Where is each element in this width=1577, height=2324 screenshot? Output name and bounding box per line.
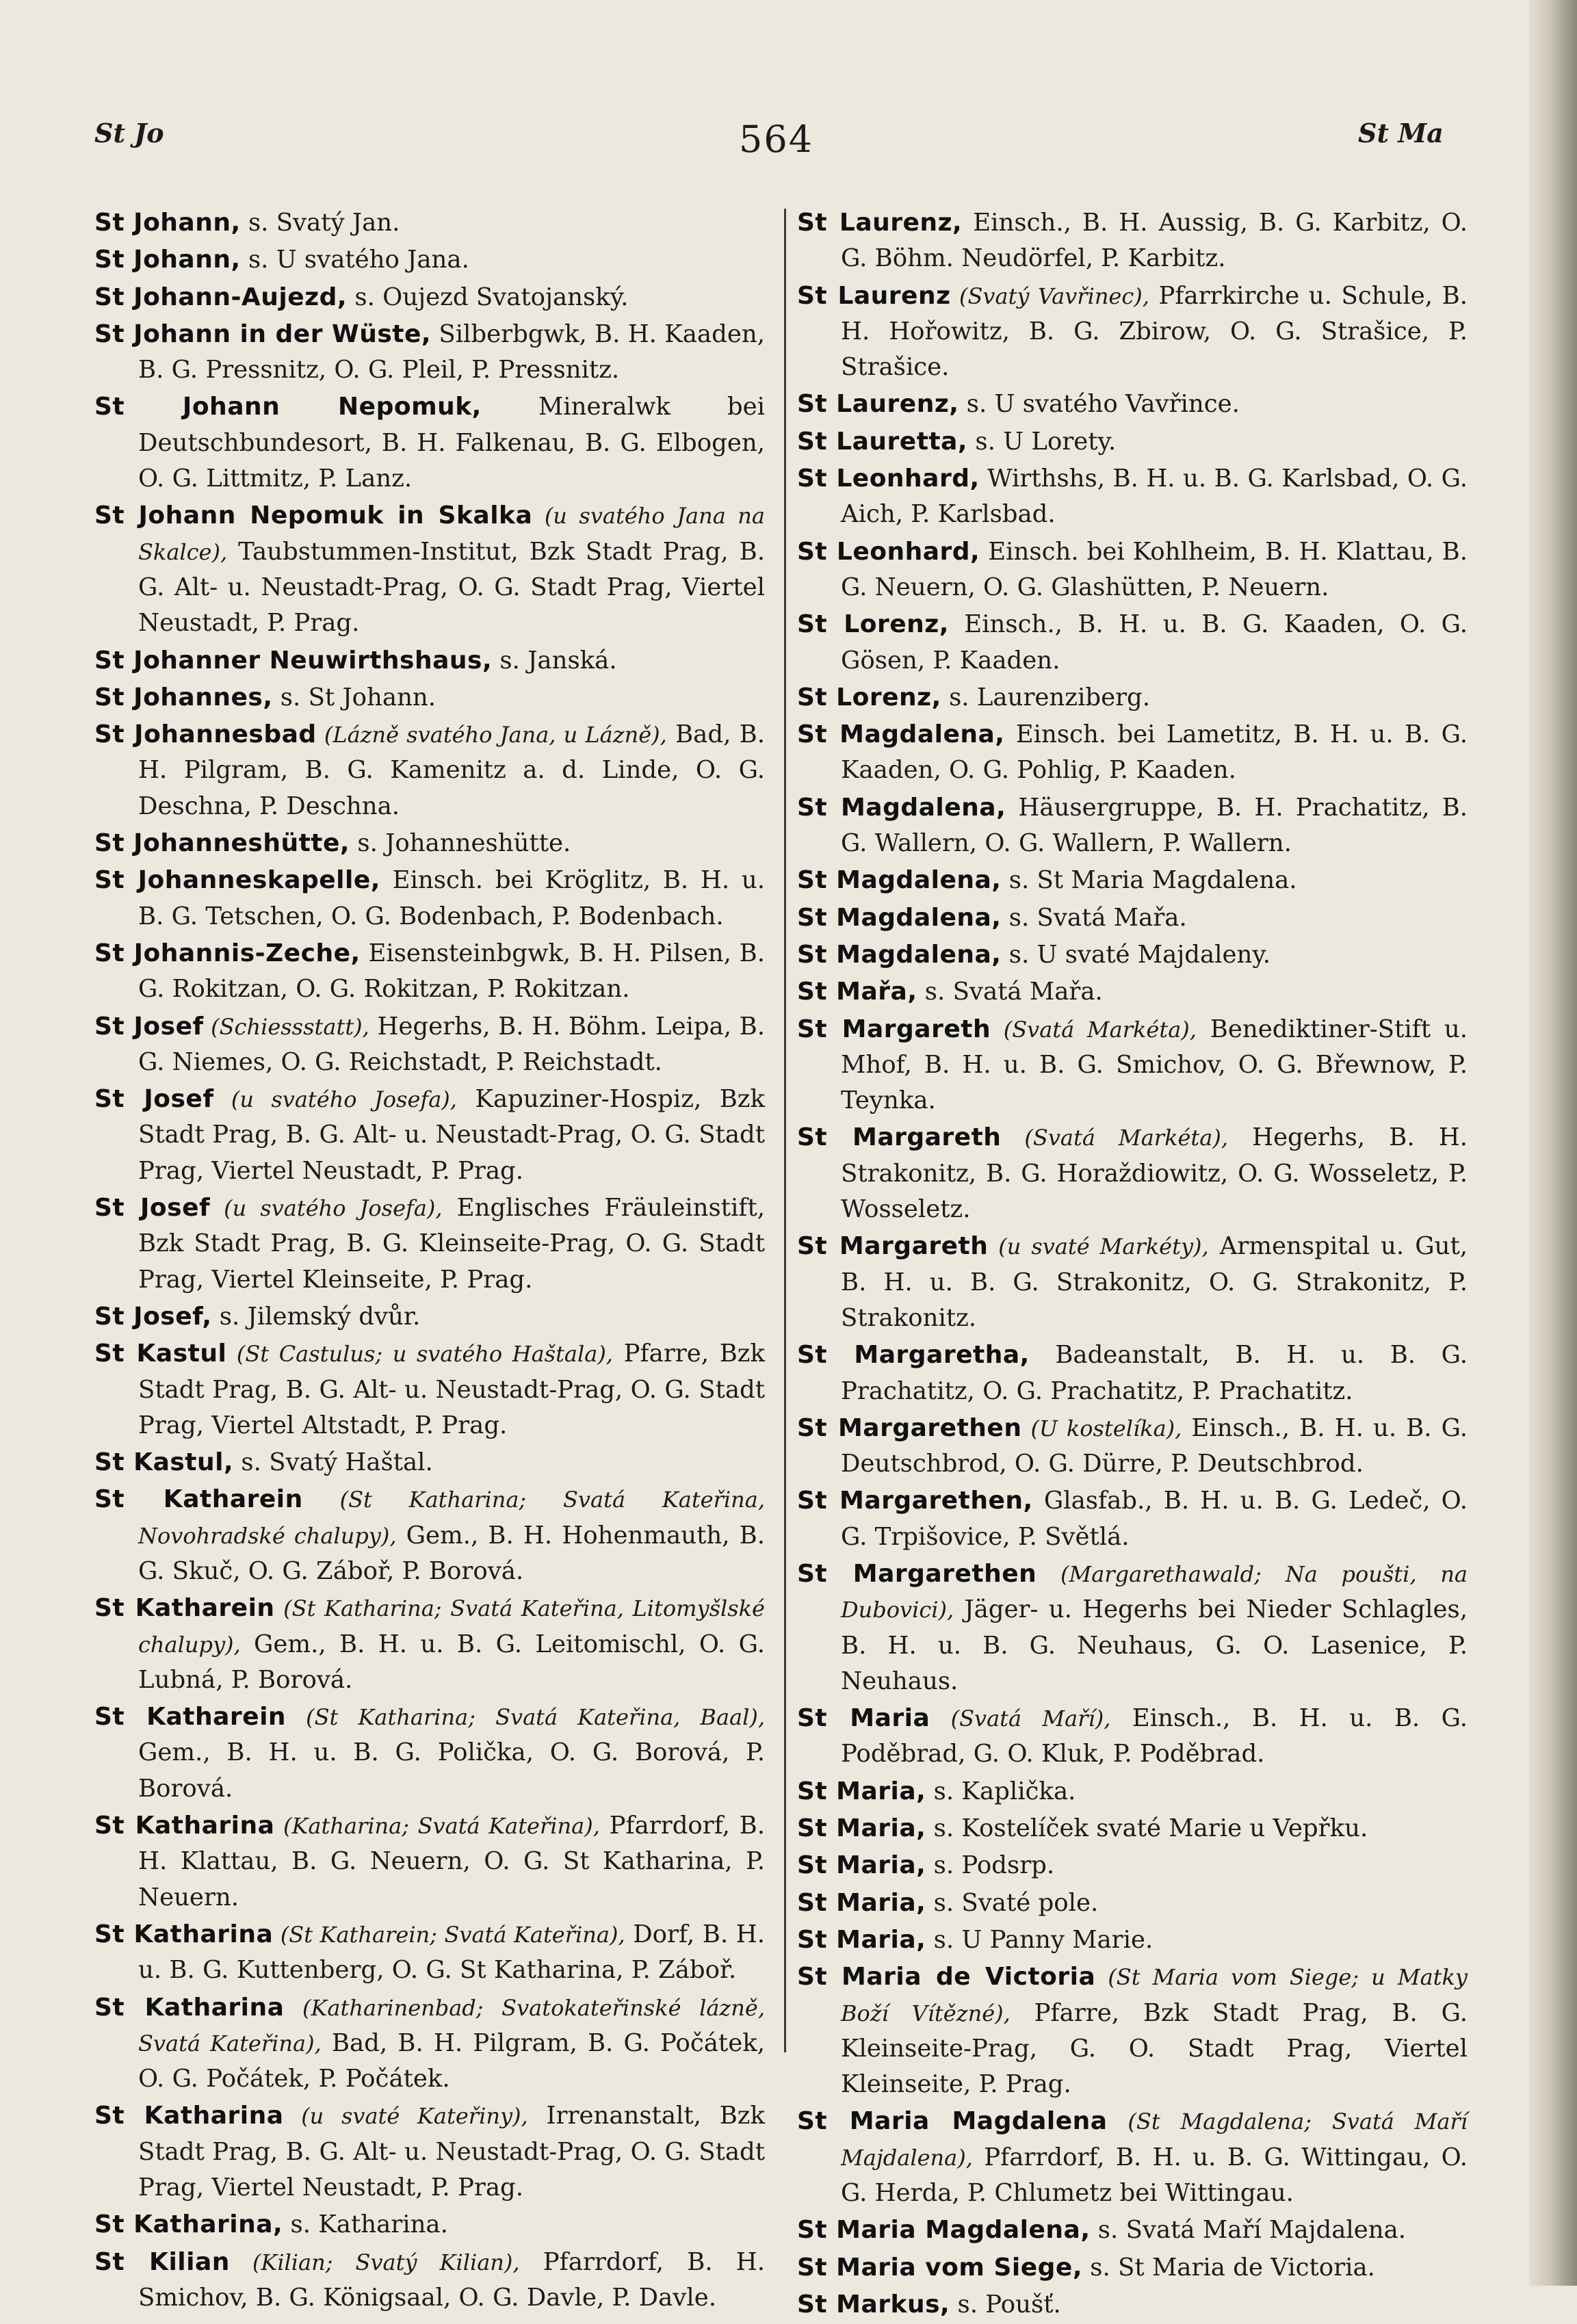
gazetteer-entry <box>797 607 1468 679</box>
entry-headword: St Lauretta, <box>797 427 968 456</box>
gazetteer-entry <box>94 2207 765 2243</box>
gazetteer-entry <box>94 1917 765 1989</box>
entry-alt-names: (Svatá Markéta), <box>991 1016 1197 1043</box>
entry-alt-names: (u svatého Josefa), <box>213 1086 457 1113</box>
entry-headword: St Johannesbad <box>94 720 317 749</box>
gazetteer-entry <box>94 680 765 716</box>
gazetteer-entry <box>797 2104 1468 2211</box>
gazetteer-entry <box>94 936 765 1008</box>
gazetteer-entry <box>797 205 1468 277</box>
entry-details: s. Kaplička. <box>926 1777 1076 1805</box>
entry-details: s. Svatá Mařa. <box>917 978 1103 1006</box>
entry-details: s. Svatý Haštal. <box>233 1448 433 1477</box>
entry-details: s. Oujezd Svatojanský. <box>347 283 629 311</box>
entry-headword: St Margareth <box>797 1123 1002 1152</box>
running-head-right: St Ma <box>1358 118 1444 148</box>
entry-details: Glasfab., B. H. u. B. G. Ledeč, O. G. Trpišovice, P. Světlá. <box>841 1487 1468 1551</box>
entry-alt-names: (u svaté Kateřiny), <box>283 2103 528 2130</box>
entry-headword: St Katharina <box>94 2102 284 2130</box>
entry-headword: St Johann Nepomuk in Skalka <box>94 501 533 530</box>
entry-details: s. Kostelíček svaté Marie u Vepřku. <box>926 1814 1368 1843</box>
gazetteer-entry <box>797 680 1468 716</box>
entry-headword: St Margarethen <box>797 1413 1022 1442</box>
entry-details: Pfarrdorf, B. H. u. B. G. Wittingau, O. G. Herda, P. Chlumetz bei Wittingau. <box>841 2143 1468 2208</box>
entry-headword: St Leonhard, <box>797 537 980 566</box>
entry-headword: St Maria, <box>797 1851 926 1880</box>
entry-details: s. Janská. <box>492 646 617 675</box>
gazetteer-entry <box>797 1229 1468 1336</box>
entry-details: Mineralwk bei Deutschbundesort, B. H. Falkenau, B. G. Elbogen, O. G. Littmitz, P. Lanz. <box>138 393 765 493</box>
entry-alt-names: (Schiessstatt), <box>203 1013 369 1040</box>
entry-details: s. Laurenziberg. <box>941 683 1151 711</box>
entry-details: Einsch., B. H. u. B. G. Kaaden, O. G. Gösen, P. Kaaden. <box>841 610 1468 675</box>
entry-headword: St Katharina <box>94 1920 274 1948</box>
entry-details: s. Svaté pole. <box>926 1888 1099 1917</box>
entry-alt-names: (St Katharina; Svatá Kateřina, Litomyšlské chalupy), <box>138 1595 765 1658</box>
gazetteer-entry <box>797 1120 1468 1227</box>
gazetteer-entry <box>797 424 1468 460</box>
gazetteer-entry <box>94 242 765 278</box>
entry-headword: St Leonhard, <box>797 465 980 493</box>
entry-details: Dorf, B. H. u. B. G. Kuttenberg, O. G. St Katharina, P. Záboř. <box>138 1920 765 1985</box>
gazetteer-entry <box>94 1990 765 2098</box>
entry-details: Einsch. bei Lametitz, B. H. u. B. G. Kaaden, O. G. Pohlig, P. Kaaden. <box>841 720 1468 785</box>
entry-headword: St Katharein <box>94 1594 275 1623</box>
entry-headword: St Maria, <box>797 1888 926 1917</box>
entry-headword: St Maria, <box>797 1777 926 1805</box>
entry-details: Eisensteinbgwk, B. H. Pilsen, B. G. Rokitzan, O. G. Rokitzan, P. Rokitzan. <box>138 939 766 1004</box>
gazetteer-entry <box>94 498 765 641</box>
entry-details: Einsch., B. H. u. B. G. Deutschbrod, O. G. Dürre, P. Deutschbrod. <box>841 1413 1468 1478</box>
gazetteer-entry <box>94 205 765 241</box>
gazetteer-entry <box>94 1082 765 1189</box>
entry-headword: St Mařa, <box>797 978 917 1006</box>
entry-headword: St Maria <box>797 1704 930 1733</box>
entry-headword: St Johannis-Zeche, <box>94 939 361 967</box>
entry-headword: St Maria, <box>797 1925 926 1954</box>
entry-details: Hegerhs, B. H. Strakonitz, B. G. Horaždiowitz, O. G. Wosseletz, P. Wosseletz. <box>841 1123 1468 1224</box>
gazetteer-entry <box>797 278 1468 386</box>
entry-details: Pfarrdorf, B. H. Smichov, B. G. Königsaal, O. G. Davle, P. Davle. <box>138 2247 766 2312</box>
entry-details: Irrenanstalt, Bzk Stadt Prag, B. G. Alt- u. Neustadt-Prag, O. G. Stadt Prag, Viertel Neustadt, P. Prag. <box>138 2102 765 2202</box>
gazetteer-entry <box>797 2287 1468 2323</box>
entry-details: Taubstummen-Institut, Bzk Stadt Prag, B. G. Alt- u. Neustadt-Prag, O. G. Stadt Prag, Viertel Neustadt, P. Prag. <box>138 537 765 638</box>
gazetteer-entry <box>797 790 1468 862</box>
entry-headword: St Margarethen <box>797 1559 1037 1588</box>
entry-alt-names: (Kilian; Svatý Kilian), <box>229 2249 520 2275</box>
entry-details: Badeanstalt, B. H. u. B. G. Prachatitz, O. G. Prachatitz, P. Prachatitz. <box>841 1341 1468 1405</box>
entry-details: s. St Johann. <box>272 683 436 711</box>
gazetteer-entry <box>94 863 765 935</box>
gazetteer-entry <box>797 1337 1468 1409</box>
entry-headword: St Margarethen, <box>797 1487 1033 1515</box>
entry-headword: St Josef <box>94 1085 214 1114</box>
entry-details: Pfarre, Bzk Stadt Prag, B. G. Kleinseite-Prag, G. O. Stadt Prag, Viertel Kleinseite, P. Prag. <box>841 1998 1468 2099</box>
entry-alt-names: (Katharinenbad; Svatokateřinské lázně, Svatá Kateřina), <box>138 1994 765 2057</box>
entry-details: Einsch., B. H. Aussig, B. G. Karbitz, O. G. Böhm. Neudörfel, P. Karbitz. <box>841 209 1468 273</box>
entry-details: s. U Lorety. <box>967 427 1117 456</box>
entry-details: Benediktiner-Stift u. Mhof, B. H. u. B. G. Smichov, O. G. Břewnow, P. Teynka. <box>841 1015 1468 1115</box>
gazetteer-entry <box>797 1012 1468 1119</box>
entry-headword: St Magdalena, <box>797 940 1002 969</box>
entry-details: Jäger- u. Hegerhs bei Nieder Schlagles, B. H. u. B. G. Neuhaus, G. O. Lasenice, P. Neuhaus. <box>841 1595 1468 1695</box>
gazetteer-entry <box>797 461 1468 533</box>
gazetteer-entry <box>94 717 765 824</box>
entry-details: s. Svatá Mařa. <box>1001 903 1187 932</box>
entry-headword: St Maria de Victoria <box>797 1963 1096 1992</box>
entry-headword: St Johann, <box>94 246 241 274</box>
entry-details: s. U Panny Marie. <box>926 1925 1154 1954</box>
gazetteer-entry <box>797 1811 1468 1846</box>
gazetteer-entry <box>797 2212 1468 2248</box>
entry-headword: St Katharina, <box>94 2210 283 2239</box>
entry-details: Gem., B. H. u. B. G. Polička, O. G. Borová, P. Borová. <box>138 1738 765 1803</box>
entry-headword: St Margareth <box>797 1232 989 1261</box>
entry-details: Pfarre, Bzk Stadt Prag, B. G. Alt- u. Neustadt-Prag, O. G. Stadt Prag, Viertel Altstadt, P. Prag. <box>138 1340 766 1439</box>
entry-headword: St Johann, <box>94 209 241 237</box>
entry-headword: St Johanneshütte, <box>94 829 350 858</box>
entry-details: s. U svatého Vavřince. <box>959 390 1240 419</box>
entry-details: s. U svaté Majdaleny. <box>1001 940 1271 969</box>
entry-details: Pfarrkirche u. Schule, B. H. Hořowitz, B. G. Zbirow, O. G. Strašice, P. Strašice. <box>841 281 1468 382</box>
running-head-left: St Jo <box>94 118 164 148</box>
entry-headword: St Margareth <box>797 1015 991 1043</box>
gazetteer-entry <box>94 317 765 389</box>
entry-headword: St Katharina <box>94 1993 285 2022</box>
gazetteer-entry <box>797 534 1468 606</box>
gazetteer-entry <box>94 826 765 861</box>
entry-details: Gem., B. H. Hohenmauth, B. G. Skuč, O. G. Záboř, P. Borová. <box>138 1521 765 1585</box>
entry-headword: St Magdalena, <box>797 903 1002 932</box>
entry-details: s. Jilemský dvůr. <box>211 1302 421 1331</box>
entry-headword: St Markus, <box>797 2290 950 2319</box>
gazetteer-entry <box>797 1556 1468 1699</box>
entry-headword: St Laurenz <box>797 281 951 310</box>
entry-alt-names: (u svatého Josefa), <box>210 1195 443 1222</box>
entry-headword: St Maria, <box>797 1814 926 1843</box>
gazetteer-entry <box>94 1445 765 1480</box>
entry-alt-names: (Lázně svatého Jana, u Lázně), <box>316 722 667 748</box>
gazetteer-entry <box>797 974 1468 1010</box>
gazetteer-entry <box>94 1808 765 1916</box>
gazetteer-entry <box>94 1699 765 1807</box>
entry-headword: St Magdalena, <box>797 720 1005 749</box>
entry-details: Einsch., B. H. u. B. G. Poděbrad, G. O. Kluk, P. Poděbrad. <box>841 1704 1468 1768</box>
entry-headword: St Johanner Neuwirthshaus, <box>94 646 493 675</box>
entry-headword: St Johanneskapelle, <box>94 866 380 895</box>
entry-details: Englisches Fräuleinstift, Bzk Stadt Prag, B. G. Kleinseite-Prag, O. G. Stadt Prag, Viertel Kleinseite, P. Prag. <box>138 1194 765 1294</box>
gazetteer-entry <box>94 2098 765 2206</box>
entry-details: Einsch. bei Kröglitz, B. H. u. B. G. Tetschen, O. G. Bodenbach, P. Bodenbach. <box>138 866 765 930</box>
gazetteer-entry <box>94 389 765 497</box>
entry-alt-names: (St Maria vom Siege; u Matky Boží Vítězné), <box>841 1964 1468 2026</box>
gazetteer-entry <box>797 1885 1468 1921</box>
entry-headword: St Laurenz, <box>797 390 959 419</box>
right-column <box>797 205 1468 2324</box>
entry-details: s. Podsrp. <box>926 1851 1055 1880</box>
entry-headword: St Maria vom Siege, <box>797 2253 1082 2282</box>
gazetteer-entry <box>94 1009 765 1081</box>
entry-details: Häusergruppe, B. H. Prachatitz, B. G. Wallern, O. G. Wallern, P. Wallern. <box>841 793 1468 858</box>
entry-headword: St Josef <box>94 1012 204 1041</box>
entry-details: s. St Maria Magdalena. <box>1001 866 1297 895</box>
entry-details: Armenspital u. Gut, B. H. u. B. G. Strakonitz, O. G. Strakonitz, P. Strakonitz. <box>841 1232 1468 1332</box>
entry-alt-names: (St Katharina; Svatá Kateřina, Baal), <box>286 1704 765 1731</box>
entry-headword: St Katharina <box>94 1812 275 1840</box>
entry-headword: St Lorenz, <box>797 683 941 711</box>
page-number: 564 <box>739 118 814 161</box>
entry-headword: St Johann-Aujezd, <box>94 283 348 311</box>
entry-alt-names: (St Castulus; u svatého Haštala), <box>226 1341 613 1368</box>
gazetteer-entry <box>797 863 1468 898</box>
entry-details: Silberbgwk, B. H. Kaaden, B. G. Pressnitz, O. G. Pleil, P. Pressnitz. <box>138 319 765 384</box>
entry-details: Bad, B. H. Pilgram, B. G. Kamenitz a. d. Linde, O. G. Deschna, P. Deschna. <box>138 720 766 820</box>
entry-headword: St Magdalena, <box>797 866 1002 895</box>
entry-details: s. U svatého Jana. <box>240 246 469 274</box>
entry-headword: St Kilian <box>94 2247 230 2276</box>
entry-headword: St Kastul <box>94 1340 227 1368</box>
gazetteer-entry <box>94 643 765 679</box>
gazetteer-entry <box>94 2245 765 2316</box>
gazetteer-entry <box>797 1483 1468 1555</box>
entry-headword: St Maria Magdalena <box>797 2107 1108 2136</box>
entry-headword: St Laurenz, <box>797 209 963 237</box>
gazetteer-entry <box>797 937 1468 973</box>
entry-details: Pfarrdorf, B. H. Klattau, B. G. Neuern, O. G. St Katharina, P. Neuern. <box>138 1812 765 1911</box>
entry-headword: St Josef <box>94 1194 211 1223</box>
entry-alt-names: (Svatá Maří), <box>930 1706 1111 1732</box>
entry-headword: St Kastul, <box>94 1448 234 1477</box>
entry-details: Hegerhs, B. H. Böhm. Leipa, B. G. Niemes, O. G. Reichstadt, P. Reichstadt. <box>138 1012 765 1076</box>
entry-details: Kapuziner-Hospiz, Bzk Stadt Prag, B. G. Alt- u. Neustadt-Prag, O. G. Stadt Prag, Viertel Neustadt, P. Prag. <box>138 1085 766 1185</box>
gazetteer-entry <box>797 1848 1468 1883</box>
entry-alt-names: (Margarethawald; Na poušti, na Dubovici), <box>841 1561 1468 1623</box>
page-edge-shadow <box>1529 0 1577 2286</box>
gazetteer-entry <box>94 1591 765 1698</box>
entry-details: s. St Maria de Victoria. <box>1082 2253 1375 2282</box>
entry-headword: St Lorenz, <box>797 610 949 639</box>
gazetteer-entry <box>797 2250 1468 2286</box>
entry-headword: St Katharein <box>94 1703 287 1732</box>
gazetteer-entry <box>797 1774 1468 1810</box>
entry-alt-names: (Katharina; Svatá Kateřina), <box>274 1813 600 1840</box>
gazetteer-entry <box>797 1959 1468 2102</box>
gazetteer-entry <box>797 900 1468 936</box>
gazetteer-entry <box>797 1922 1468 1958</box>
entry-details: Bad, B. H. Pilgram, B. G. Počátek, O. G. Počátek, P. Počátek. <box>138 2028 765 2093</box>
entry-alt-names: (u svaté Markéty), <box>988 1233 1209 1260</box>
gazetteer-entry <box>94 1190 765 1298</box>
entry-headword: St Johannes, <box>94 683 273 711</box>
entry-alt-names: (St Katharein; Svatá Kateřina), <box>273 1921 625 1948</box>
gazetteer-entry <box>94 1482 765 1589</box>
entry-details: s. Katharina. <box>283 2210 448 2239</box>
entry-details: s. Svatý Jan. <box>240 209 400 237</box>
entry-alt-names: (St Magdalena; Svatá Maří Majdalena), <box>841 2108 1468 2171</box>
entry-headword: St Maria Magdalena, <box>797 2216 1091 2245</box>
gazetteer-entry <box>94 1336 765 1444</box>
left-column <box>94 205 765 2317</box>
entry-alt-names: (Svatá Markéta), <box>1001 1125 1228 1151</box>
entry-details: s. Johanneshütte. <box>350 829 571 858</box>
entry-headword: St Josef, <box>94 1302 212 1331</box>
entry-headword: St Katharein <box>94 1485 303 1514</box>
gazetteer-entry <box>94 280 765 315</box>
entry-details: Wirthshs, B. H. u. B. G. Karlsbad, O. G. Aich, P. Karlsbad. <box>841 465 1468 529</box>
gazetteer-entry <box>797 1701 1468 1773</box>
column-divider <box>784 209 786 2052</box>
entry-headword: St Margaretha, <box>797 1341 1030 1370</box>
entry-details: s. Svatá Maří Majdalena. <box>1090 2216 1407 2245</box>
gazetteer-entry <box>797 717 1468 789</box>
entry-headword: St Johann in der Wüste, <box>94 319 432 348</box>
gazetteer-entry <box>797 1411 1468 1483</box>
entry-alt-names: (u svatého Jana na Skalce), <box>138 503 765 565</box>
entry-details: Einsch. bei Kohlheim, B. H. Klattau, B. G. Neuern, O. G. Glashütten, P. Neuern. <box>841 537 1468 601</box>
entry-alt-names: (St Katharina; Svatá Kateřina, Novohradské chalupy), <box>138 1487 766 1549</box>
gazetteer-entry <box>94 1299 765 1335</box>
entry-alt-names: (Svatý Vavřinec), <box>950 283 1149 309</box>
entry-alt-names: (U kostelíka), <box>1021 1415 1182 1441</box>
entry-headword: St Johann Nepomuk, <box>94 393 482 421</box>
entry-details: Gem., B. H. u. B. G. Leitomischl, O. G. Lubná, P. Borová. <box>138 1630 765 1694</box>
entry-details: s. Poušť. <box>950 2290 1061 2319</box>
page-header <box>0 103 1577 161</box>
entry-headword: St Magdalena, <box>797 793 1006 822</box>
gazetteer-entry <box>797 387 1468 422</box>
